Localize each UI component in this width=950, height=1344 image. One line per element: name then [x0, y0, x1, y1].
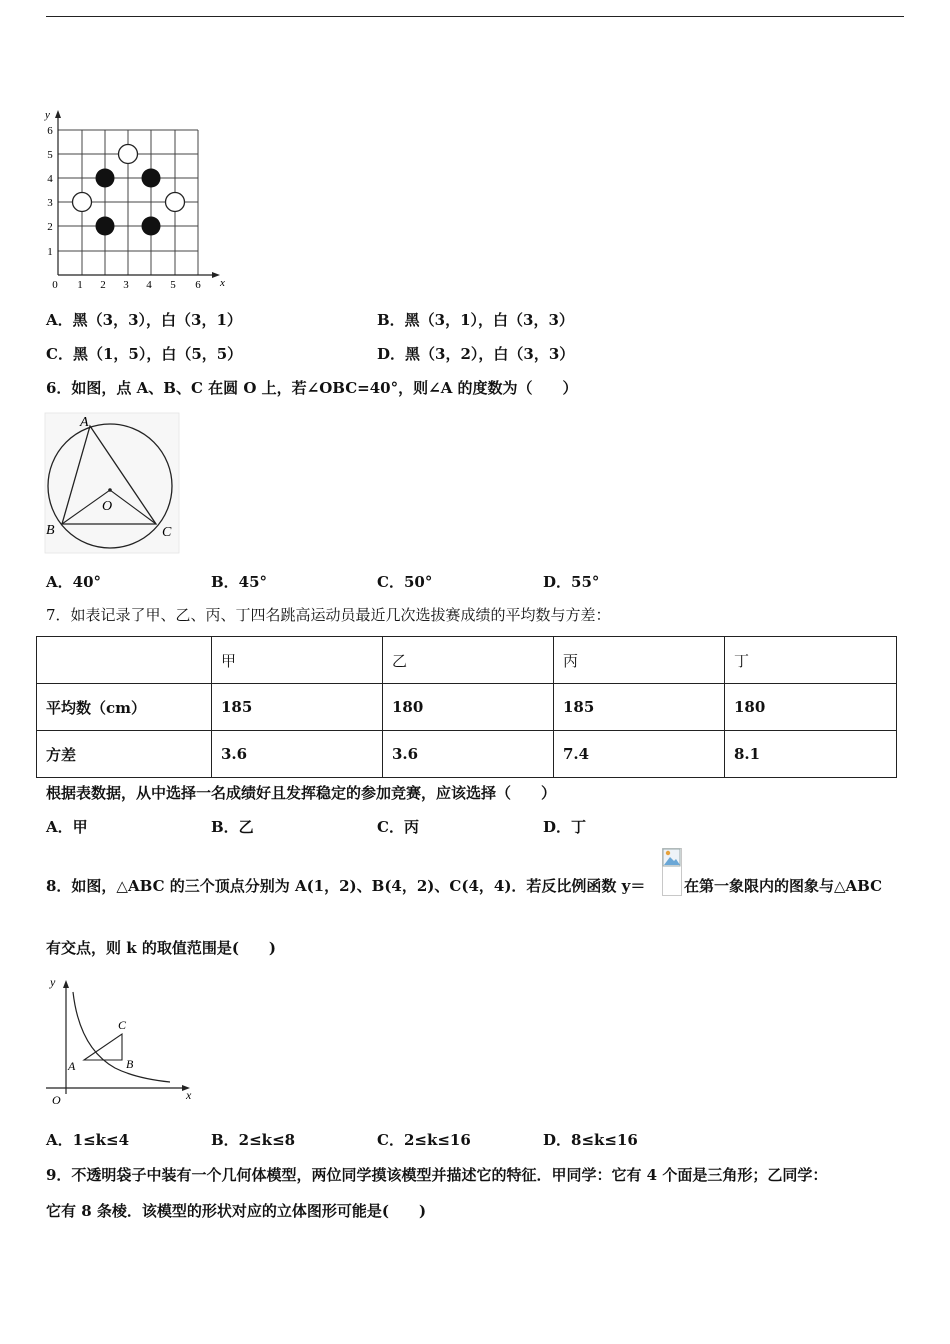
q6-stem: 6．如图，点 A、B、C 在圆 O 上，若∠OBC=40°，则∠A 的度数为（ ） [46, 379, 578, 397]
y-tick: 2 [47, 221, 53, 233]
q5-grid-figure [40, 104, 240, 296]
x-tick: 3 [123, 279, 129, 291]
table-cell: 甲 [212, 637, 383, 684]
black-stone [142, 217, 161, 236]
q8-option-a: A．1≤k≤4 [46, 1131, 130, 1149]
y-tick: 3 [47, 197, 53, 209]
y-tick: 6 [47, 125, 53, 137]
axis-label-x: x [186, 1088, 192, 1102]
y-tick: 1 [47, 246, 53, 258]
point-label-o: O [102, 499, 113, 514]
point-label-b: B [126, 1057, 134, 1071]
q7-question: 根据表数据，从中选择一名成绩好且发挥稳定的参加竞赛，应该选择（ ） [46, 784, 557, 802]
table-cell: 180 [725, 684, 897, 731]
white-stone [119, 145, 138, 164]
q9-line2: 它有 8 条棱．该模型的形状对应的立体图形可能是( ) [46, 1202, 427, 1220]
q7-option-a: A．甲 [46, 818, 88, 836]
table-cell: 方差 [37, 731, 212, 778]
q8-option-b: B．2≤k≤8 [211, 1131, 296, 1149]
table-cell: 185 [554, 684, 725, 731]
table-cell [37, 637, 212, 684]
q6-option-b: B．45° [211, 573, 268, 591]
black-stone [96, 217, 115, 236]
q8-option-c: C．2≤k≤16 [377, 1131, 471, 1149]
broken-image-icon [662, 848, 682, 868]
black-stone [142, 169, 161, 188]
white-stone [166, 193, 185, 212]
x-axis-label: x [220, 277, 225, 289]
q7-option-b: B．乙 [211, 818, 254, 836]
q6-option-d: D．55° [543, 573, 600, 591]
origin-label: O [52, 1093, 61, 1107]
point-label-b: B [46, 523, 55, 538]
q6-option-c: C．50° [377, 573, 433, 591]
q6-circle-figure [44, 412, 180, 554]
q8-hyperbola-figure [40, 972, 200, 1112]
point-label-a: A [80, 415, 89, 430]
table-cell: 8.1 [725, 731, 897, 778]
axis-label-y: y [50, 975, 56, 989]
q8-option-d: D．8≤k≤16 [543, 1131, 638, 1149]
point-label-a: A [68, 1059, 76, 1073]
table-cell: 180 [383, 684, 554, 731]
q9-line1: 9．不透明袋子中装有一个几何体模型，两位同学摸该模型并描述它的特征．甲同学：它有 4 个面是三角形；乙同学： [46, 1166, 828, 1184]
q5-option-d: D．黑（3，2），白（3，3） [377, 345, 575, 363]
point-label-c: C [162, 525, 172, 540]
white-stone [73, 193, 92, 212]
y-tick: 5 [47, 149, 53, 161]
q8-stem-part1: 8．如图，△ABC 的三个顶点分别为 A(1，2)、B(4，2)、C(4，4)．若反比例函数 y＝ [46, 877, 646, 895]
table-row [37, 684, 897, 731]
table-cell: 7.4 [554, 731, 725, 778]
q8-stem-line2: 有交点，则 k 的取值范围是( ) [46, 939, 277, 957]
q5-option-a: A．黑（3，3），白（3，1） [46, 311, 242, 329]
x-tick: 5 [170, 279, 176, 291]
table-cell: 乙 [383, 637, 554, 684]
black-stone [96, 169, 115, 188]
q7-option-c: C．丙 [377, 818, 419, 836]
q7-score-table [36, 636, 897, 778]
table-row [37, 731, 897, 778]
table-cell: 185 [212, 684, 383, 731]
broken-formula-image [662, 848, 682, 896]
x-tick: 0 [52, 279, 58, 291]
q5-option-c: C．黑（1，5），白（5，5） [46, 345, 243, 363]
table-header-row [37, 637, 897, 684]
point-label-c: C [118, 1018, 127, 1032]
table-cell: 丁 [725, 637, 897, 684]
x-tick: 4 [146, 279, 152, 291]
q7-option-d: D．丁 [543, 818, 587, 836]
q7-stem: 7．如表记录了甲、乙、丙、丁四名跳高运动员最近几次选拔赛成绩的平均数与方差： [46, 606, 611, 624]
y-axis-label: y [45, 109, 50, 121]
table-cell: 3.6 [212, 731, 383, 778]
table-cell: 3.6 [383, 731, 554, 778]
q6-option-a: A．40° [46, 573, 102, 591]
table-cell: 丙 [554, 637, 725, 684]
q5-option-b: B．黑（3，1），白（3，3） [377, 311, 574, 329]
header-rule [46, 16, 904, 17]
x-tick: 6 [195, 279, 201, 291]
x-tick: 1 [77, 279, 83, 291]
x-tick: 2 [100, 279, 106, 291]
table-cell: 平均数（cm） [37, 684, 212, 731]
y-tick: 4 [47, 173, 53, 185]
q8-stem-part2: 在第一象限内的图象与△ABC [684, 877, 883, 895]
